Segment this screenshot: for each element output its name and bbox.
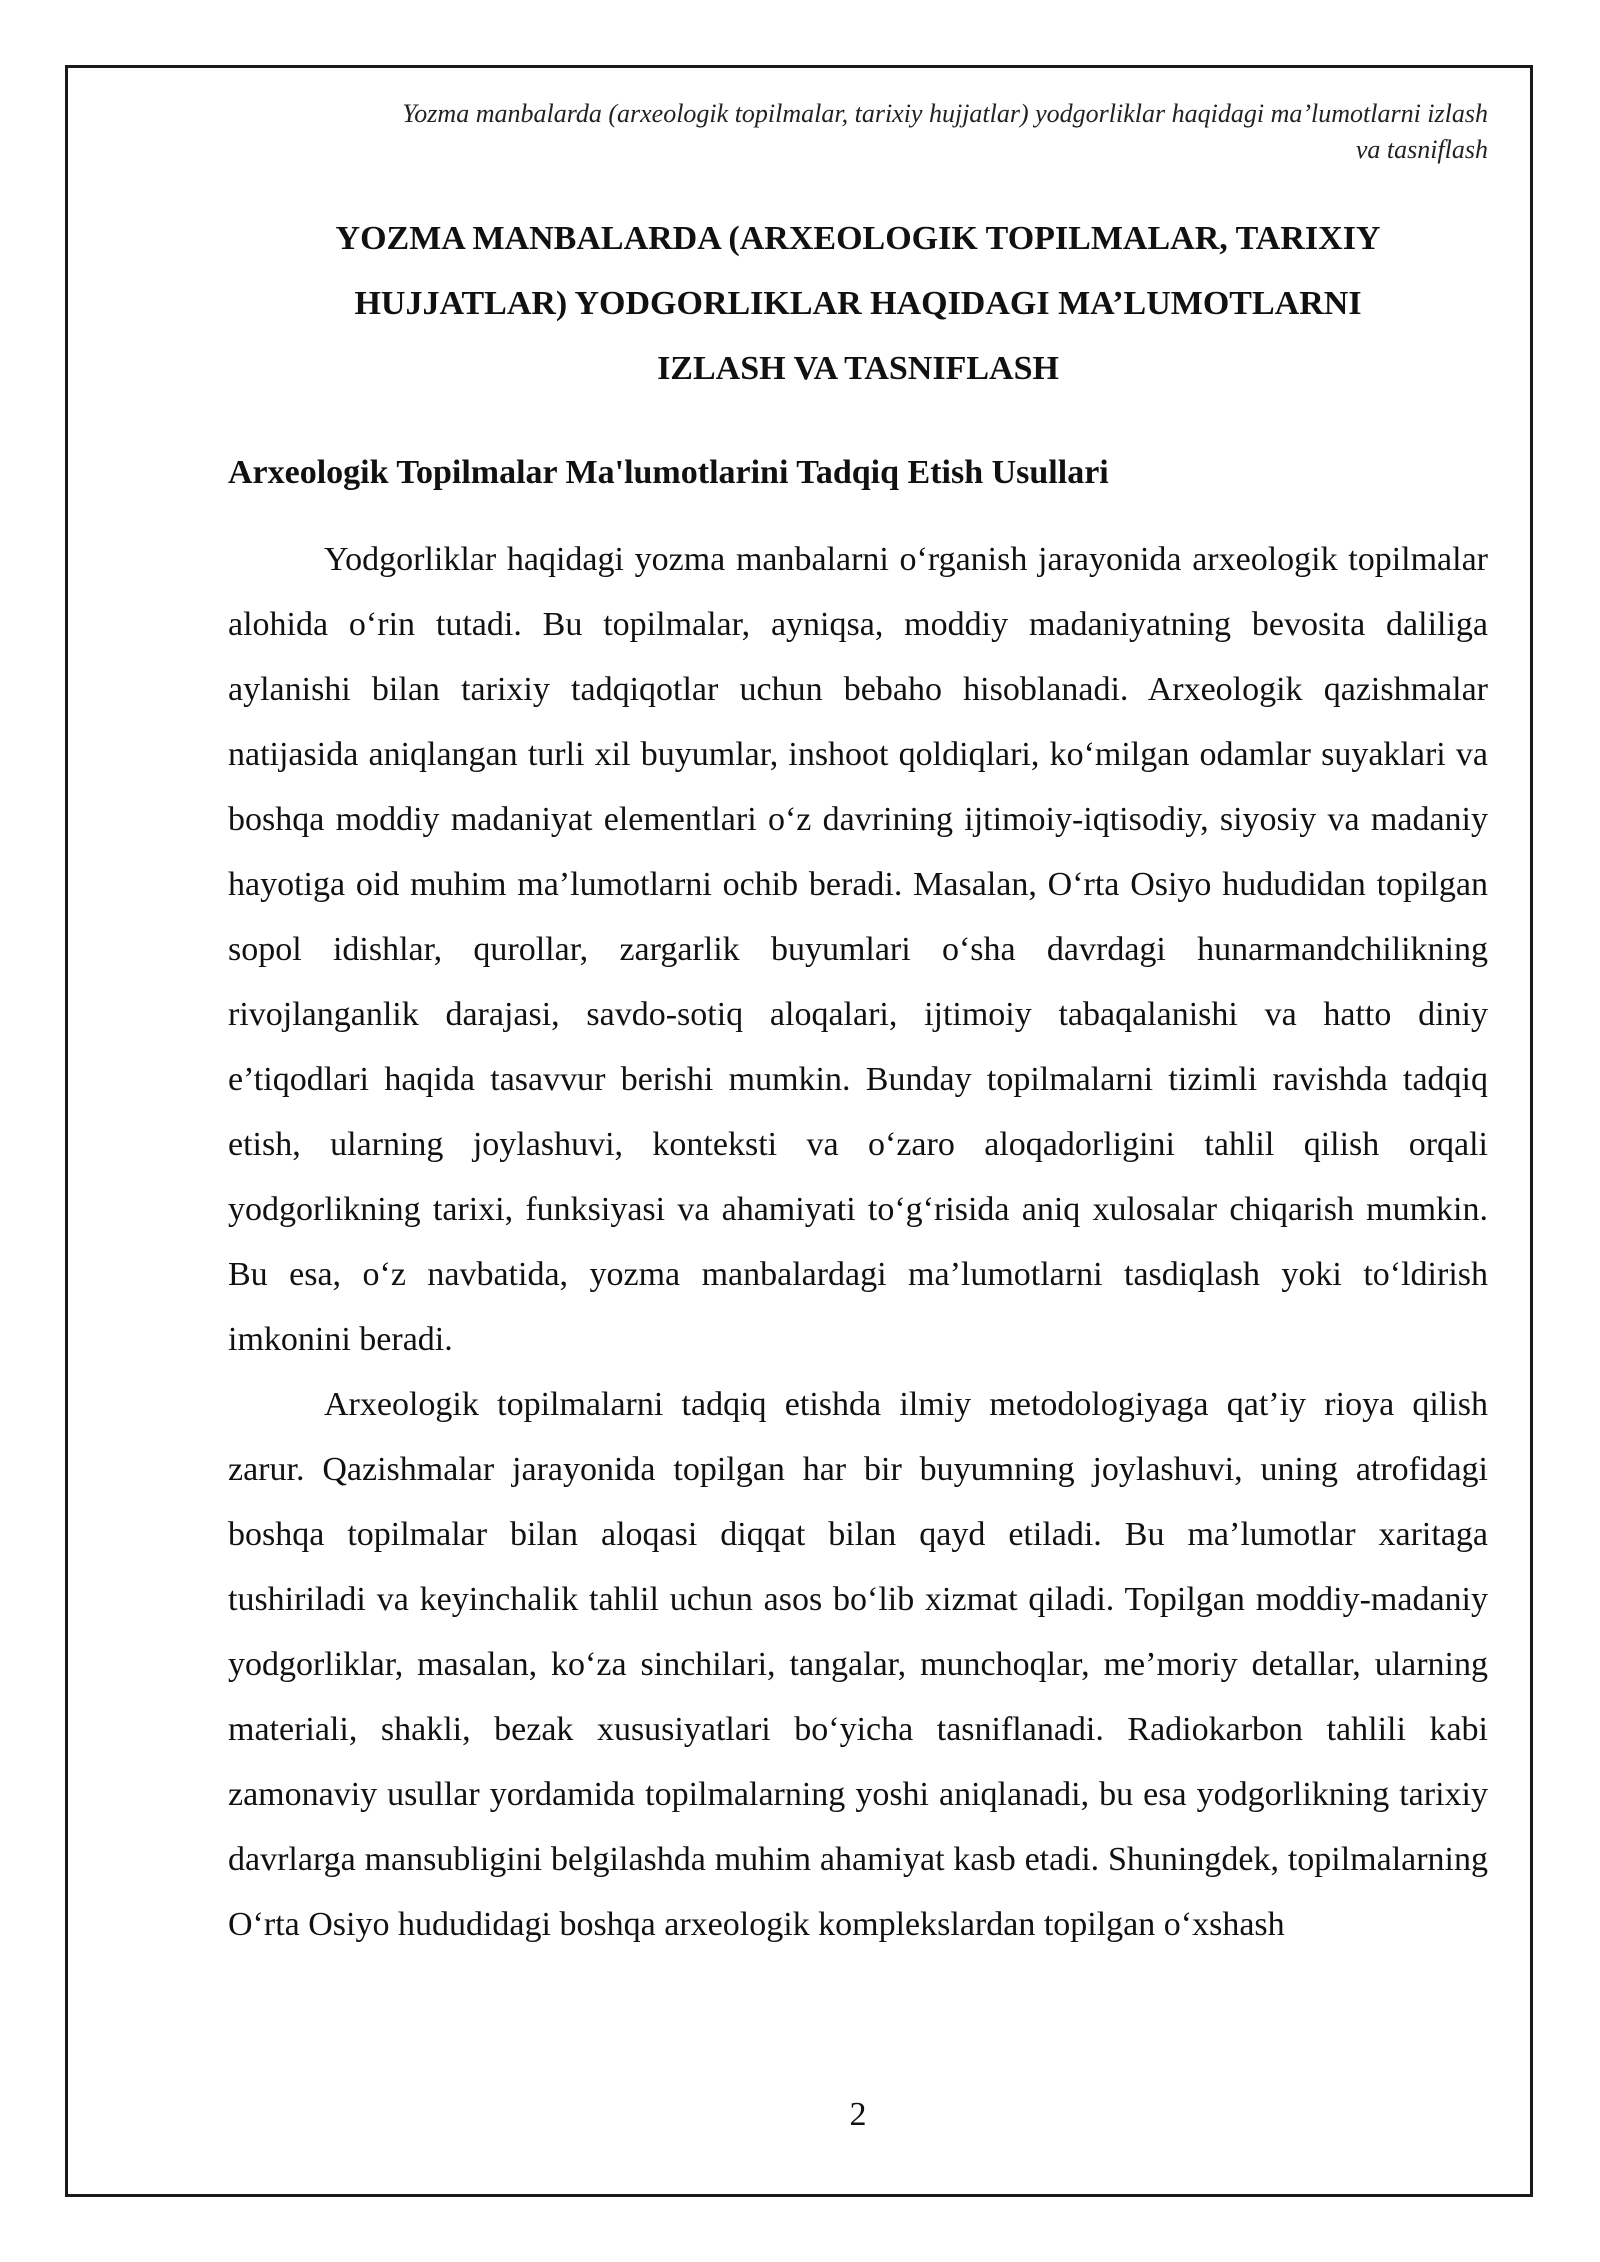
document-title xyxy=(228,206,1488,401)
running-header xyxy=(228,96,1488,168)
paragraph-2: Arxeologik topilmalarni tadqiq etishda ilmiy metodologiyaga qat’iy rioya qilish zarur. Qazishmalar jarayonida topilgan har bir buyumning joylashuvi, uning atrofidagi boshqa topilmalar bilan aloqasi diqqat bilan qayd etiladi. Bu ma’lumotlar xaritaga tushiriladi va keyinchalik tahlil uchun asos bo‘lib xizmat qiladi. Topilgan moddiy-madaniy yodgorliklar, masalan, ko‘za sinchilari, tangalar, munchoqlar, me’moriy detallar, ularning materiali, shakli, bezak xususiyatlari bo‘yicha tasniflanadi. Radiokarbon tahlili kabi zamonaviy usullar yordamida topilmalarning yoshi aniqlanadi, bu esa yodgorlikning tarixiy davrlarga mansubligini belgilashda muhim ahamiyat kasb etadi. Shuningdek, topilmalarning O‘rta Osiyo hududidagi boshqa arxeologik komplekslardan topilgan o‘xshash xyxy=(228,1386,1488,1943)
running-header-line-1: Yozma manbalarda (arxeologik topilmalar, tarixiy hujjatlar) yodgorliklar haqidagi ma’lumotlarni izlash xyxy=(402,99,1488,128)
document-title-line-1: YOZMA MANBALARDA (ARXEOLOGIK TOPILMALAR, TARIXIY xyxy=(335,220,1381,257)
document-title-line-2: HUJJATLAR) YODGORLIKLAR HAQIDAGI MA’LUMOTLARNI xyxy=(354,285,1362,322)
page-number: 2 xyxy=(849,2096,867,2133)
section-heading: Arxeologik Topilmalar Ma'lumotlarini Tadqiq Etish Usullari xyxy=(228,454,1109,491)
document-title-line-3: IZLASH VA TASNIFLASH xyxy=(657,350,1059,387)
body-text xyxy=(228,527,1488,1957)
running-header-line-2: va tasniflash xyxy=(1355,135,1488,164)
paragraph-1: Yodgorliklar haqidagi yozma manbalarni o‘rganish jarayonida arxeologik topilmalar alohida o‘rin tutadi. Bu topilmalar, ayniqsa, moddiy madaniyatning bevosita daliliga aylanishi bilan tarixiy tadqiqotlar uchun bebaho hisoblanadi. Arxeologik qazishmalar natijasida aniqlangan turli xil buyumlar, inshoot qoldiqlari, ko‘milgan odamlar suyaklari va boshqa moddiy madaniyat elementlari o‘z davrining ijtimoiy-iqtisodiy, siyosiy va madaniy hayotiga oid muhim ma’lumotlarni ochib beradi. Masalan, O‘rta Osiyo hududidan topilgan sopol idishlar, qurollar, zargarlik buyumlari o‘sha davrdagi hunarmandchilikning rivojlanganlik darajasi, savdo-sotiq aloqalari, ijtimoiy tabaqalanishi va hatto diniy e’tiqodlari haqida tasavvur berishi mumkin. Bunday topilmalarni tizimli ravishda tadqiq etish, ularning joylashuvi, konteksti va o‘zaro aloqadorligini tahlil qilish orqali yodgorlikning tarixi, funksiyasi va ahamiyati to‘g‘risida aniq xulosalar chiqarish mumkin. Bu esa, o‘z navbatida, yozma manbalardagi ma’lumotlarni tasdiqlash yoki to‘ldirish imkonini beradi. xyxy=(228,541,1488,1358)
